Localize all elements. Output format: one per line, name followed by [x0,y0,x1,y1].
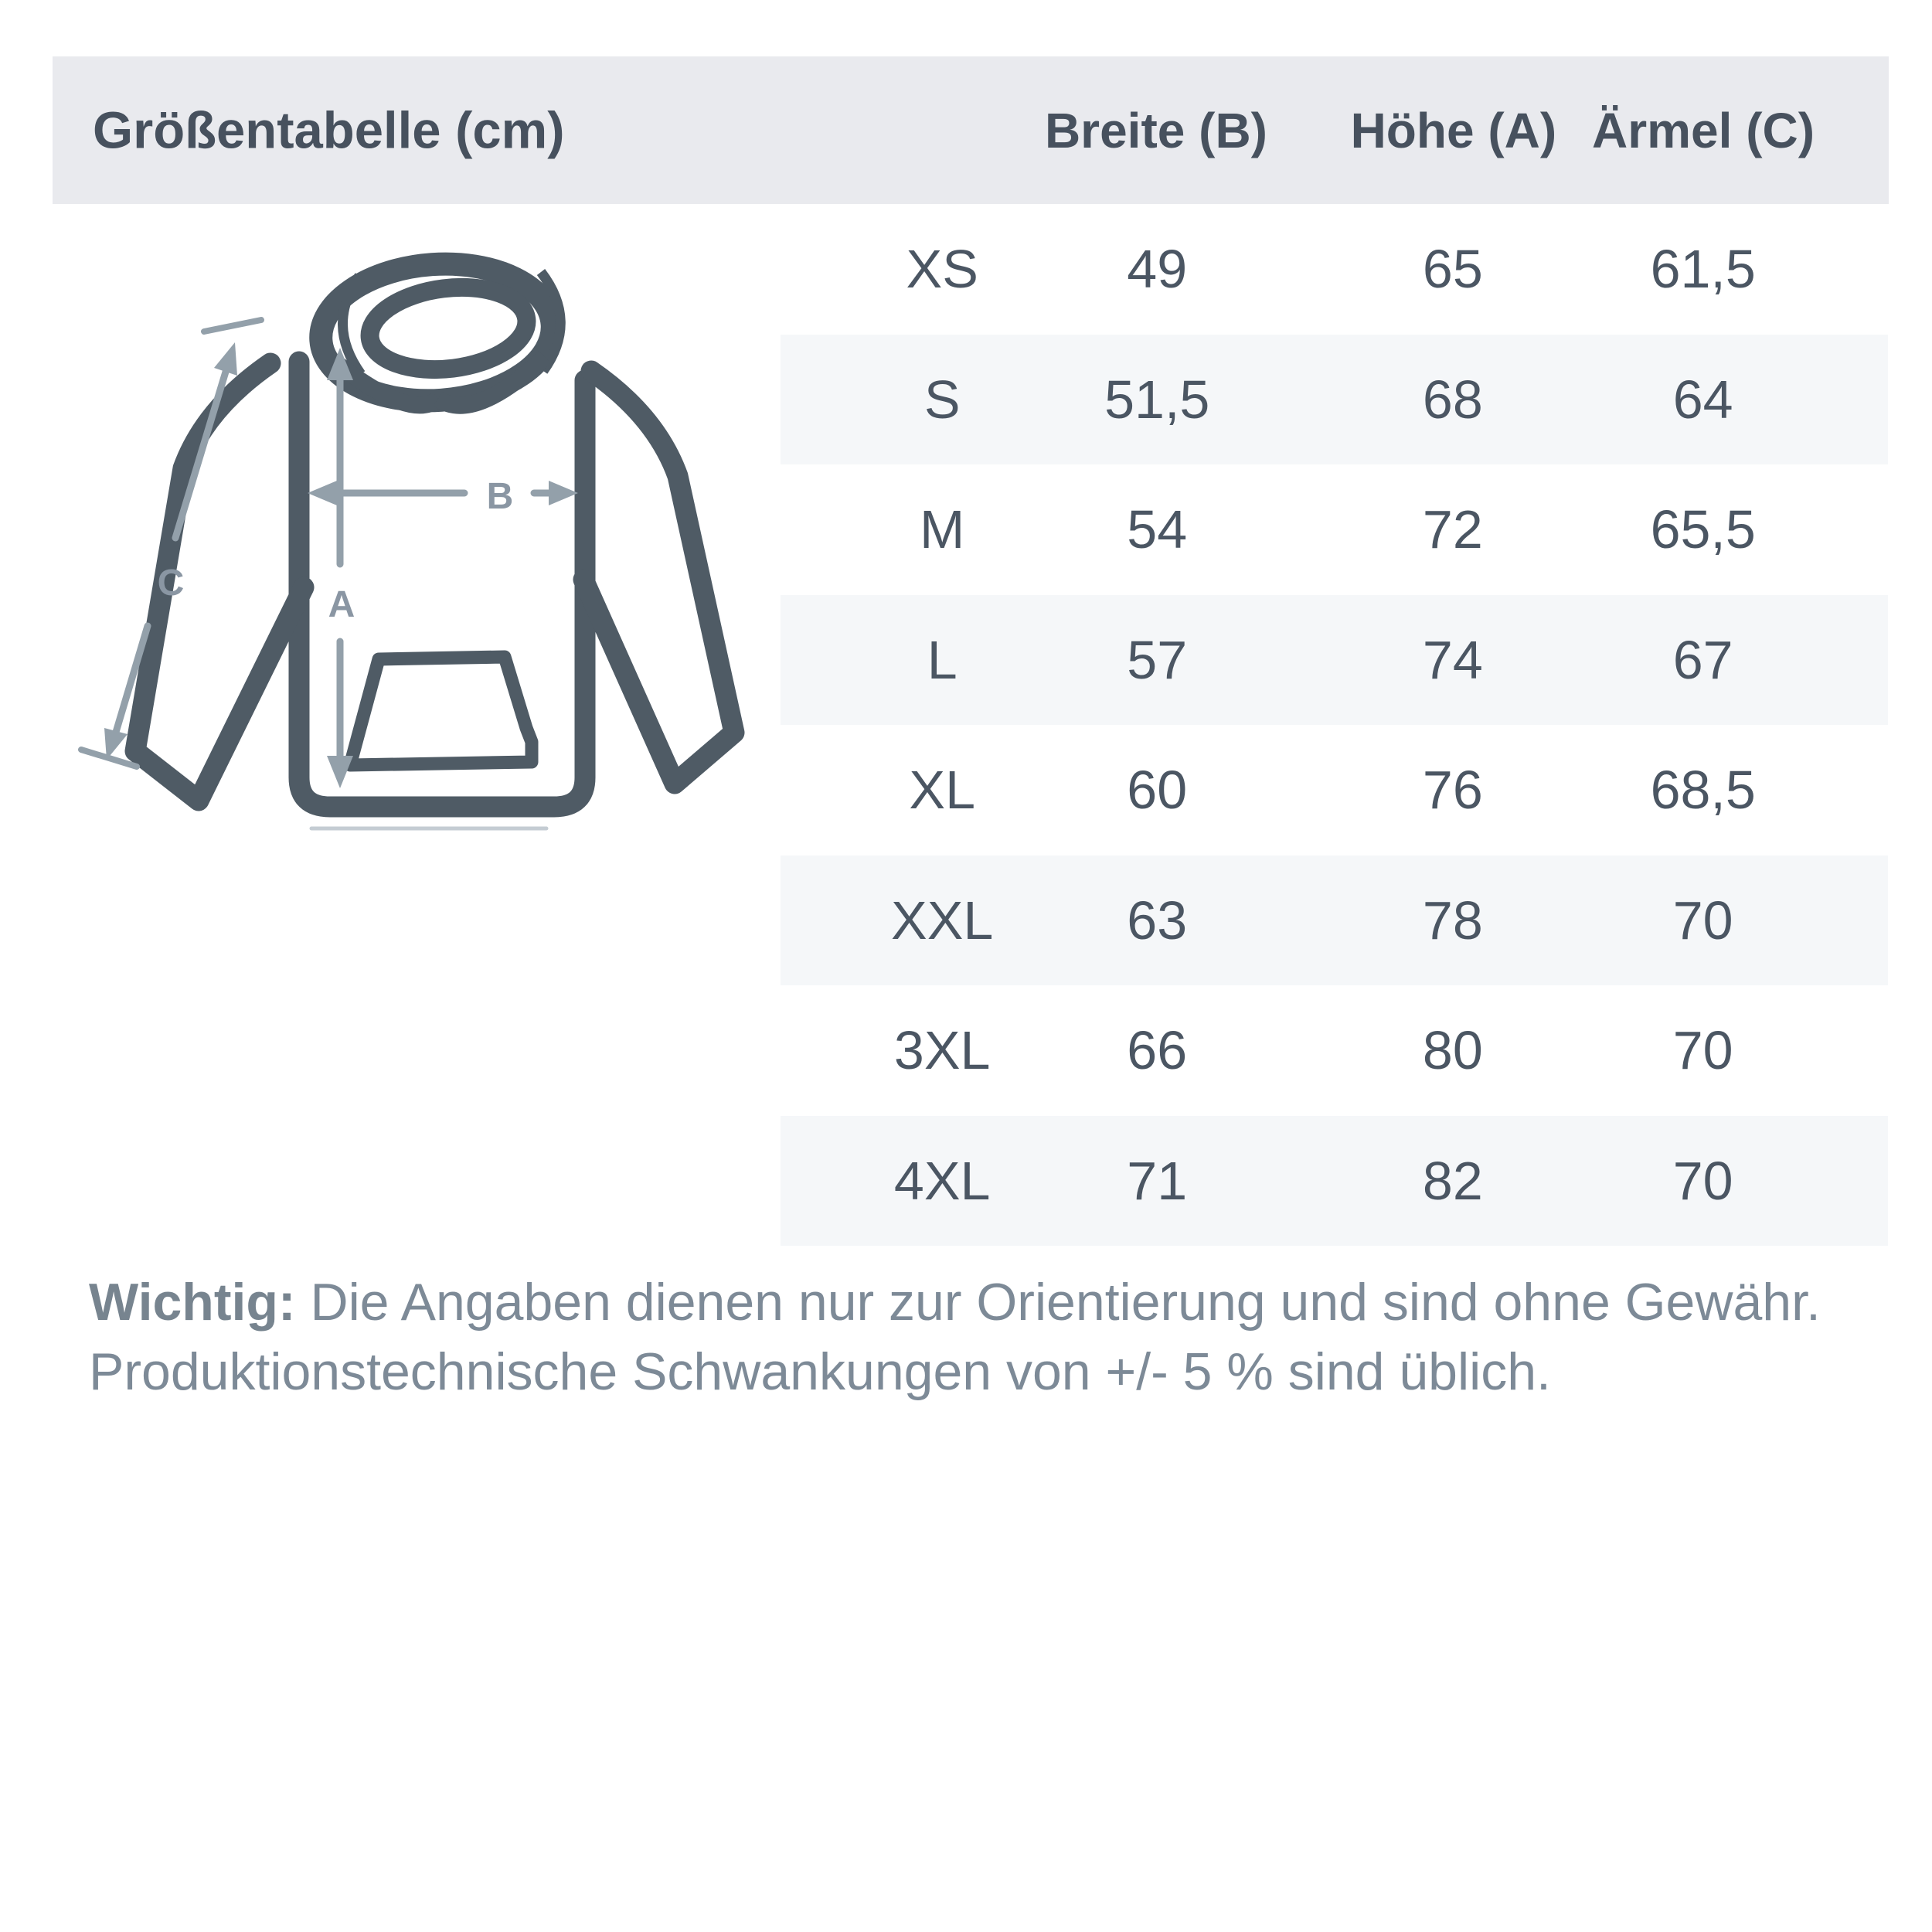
table-row [781,204,1888,335]
cell-size: S [923,369,961,430]
table-row [781,335,1888,465]
table-row [781,464,1888,595]
cell-aermel: 67 [1672,629,1733,690]
label-a: A [328,584,355,625]
cell-breite: 60 [1127,760,1188,821]
disclaimer-text-1: Die Angaben dienen nur zur Orientierung und sind ohne Gewähr. [295,1273,1821,1332]
cell-hoehe: 82 [1422,1150,1483,1211]
disclaimer-line-1 [89,1267,1866,1337]
size-table-rows [781,204,1888,1246]
cell-hoehe: 68 [1422,369,1483,430]
cell-hoehe: 76 [1422,760,1483,821]
cell-hoehe: 74 [1422,629,1483,690]
hoodie-body-outline [135,362,734,828]
cell-size: XXL [891,889,994,951]
column-header-aermel: Ärmel (C) [1592,102,1815,158]
cell-aermel: 70 [1672,889,1733,951]
cell-size: 4XL [893,1150,991,1211]
cell-hoehe: 65 [1422,239,1483,300]
table-header-bar [53,56,1889,204]
cell-breite: 54 [1127,499,1188,560]
cell-breite: 49 [1127,239,1188,300]
label-c: C [157,563,185,604]
cell-hoehe: 72 [1422,499,1483,560]
pocket-outline [350,657,532,765]
cell-aermel: 70 [1672,1150,1733,1211]
cell-hoehe: 78 [1422,889,1483,951]
cell-aermel: 65,5 [1650,499,1756,560]
hoodie-drawing [43,232,815,881]
cell-aermel: 68,5 [1650,760,1756,821]
cell-size: 3XL [893,1020,991,1081]
cell-aermel: 64 [1672,369,1733,430]
right-sleeve-outline [583,371,734,784]
cell-size: XS [906,239,978,300]
table-row [781,725,1888,855]
cell-aermel: 61,5 [1650,239,1756,300]
table-row [781,1116,1888,1247]
table-row [781,855,1888,986]
column-header-hoehe: Höhe (A) [1350,102,1557,158]
dimension-b-arrow [308,481,578,505]
cell-size: M [920,499,965,560]
table-row [781,595,1888,726]
page-title: Größentabelle (cm) [93,101,565,159]
cell-breite: 63 [1127,889,1188,951]
table-row [781,985,1888,1116]
cell-breite: 66 [1127,1020,1188,1081]
disclaimer-label: Wichtig: [89,1273,296,1332]
cell-breite: 71 [1127,1150,1188,1211]
cell-size: XL [909,760,976,821]
cell-hoehe: 80 [1422,1020,1483,1081]
hoodie-diagram [43,232,815,881]
disclaimer-note [89,1267,1866,1406]
cell-size: L [927,629,957,690]
cell-aermel: 70 [1672,1020,1733,1081]
cell-breite: 51,5 [1104,369,1210,430]
column-header-breite: Breite (B) [1044,102,1267,158]
hood-outline [316,257,560,408]
disclaimer-line-2: Produktionstechnische Schwankungen von +/- 5 % sind üblich. [89,1342,1551,1401]
dimension-a-arrow [327,348,353,788]
cell-breite: 57 [1127,629,1188,690]
label-b: B [486,476,514,517]
